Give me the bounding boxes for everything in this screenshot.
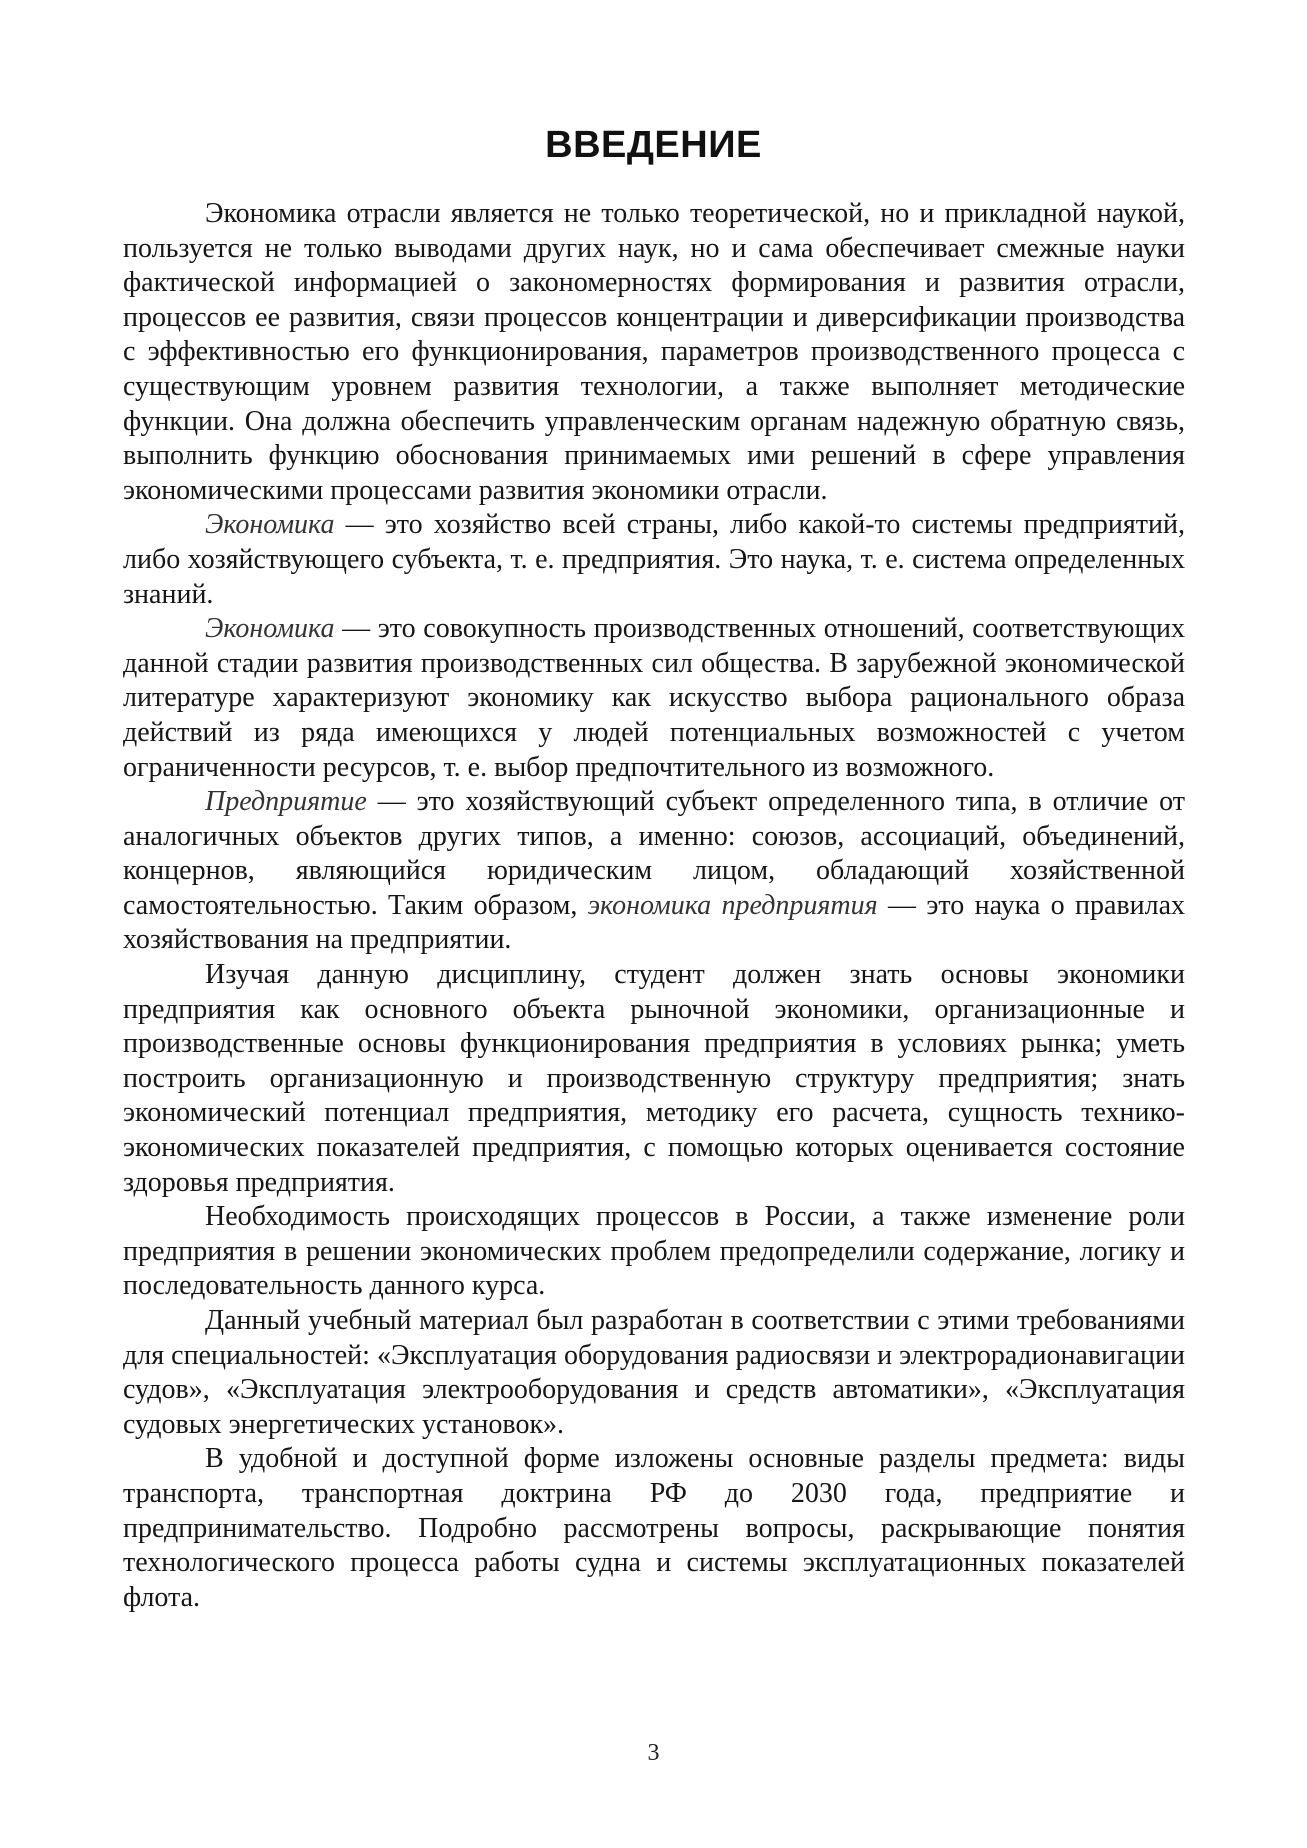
paragraph-1: Экономика отрасли является не только теоретической, но и прикладной наукой, пользуется не только выводами других наук, но и сама обеспечивает смежные науки фактической информацией о закономерностях формирования и развития отрасли, процессов ее развития, связи процессов концентрации и диверсификации производства с эффективностью его функционирования, параметров производственного процесса с существующим уровнем развития технологии, а также выполняет методические функции. Она должна обеспечить управленческим органам надежную обратную связь, выполнить функцию обоснования принимаемых ими решений в сфере управления экономическими процессами развития экономики отрасли. [123,198,1185,506]
term-ekonomika-2: Экономика [205,613,335,645]
term-predpriyatie: Предприятие [205,786,367,818]
paragraph-4-text-b: — это наука о правилах хозяйствования на предприятии. [123,889,1185,956]
term-ekonomika-predpriyatiya: экономика предприятия [587,889,878,921]
paragraph-3 [123,612,1185,785]
term-ekonomika: Экономика [205,509,335,541]
page-title: ВВЕДЕНИЕ [545,124,762,166]
paragraph-7: Данный учебный материал был разработан в соответствии с этими требованиями для специальностей: «Эксплуатация оборудования радиосвязи и электрорадионавигации судов», «Эксплуатация электрооборудования и средств автоматики», «Эксплуатация судовых энергетических установок». [123,1305,1185,1440]
body-text [123,197,1185,1615]
paragraph-4-text-a: — это хозяйствующий субъект определенного типа, в отличие от аналогичных объектов других типов, а именно: союзов, ассоциаций, объединений, концернов, являющийся юридическим лицом, обладающий хозяйственной самостоятельностью. Таким образом, [123,786,1185,921]
page-number: 3 [647,1740,660,1766]
paragraph-3-text: — это совокупность производственных отношений, соответствующих данной стадии развития производственных сил общества. В зарубежной экономической литературе характеризуют экономику как искусство выбора рационального образа действий из ряда имеющихся у людей потенциальных возможностей с учетом ограниченности ресурсов, т. е. выбор предпочтительного из возможного. [123,613,1185,783]
paragraph-5: Изучая данную дисциплину, студент должен знать основы экономики предприятия как основного объекта рыночной экономики, организационные и производственные основы функционирования предприятия в условиях рынка; уметь построить организационную и производственную структуру предприятия; знать экономический потенциал предприятия, методику его расчета, сущность технико-экономических показателей предприятия, с помощью которых оценивается состояние здоровья предприятия. [123,959,1185,1198]
paragraph-6: Необходимость происходящих процессов в России, а также изменение роли предприятия в решении экономических проблем предопределили содержание, логику и последовательность данного курса. [123,1201,1185,1302]
paragraph-2 [123,508,1185,612]
paragraph-8: В удобной и доступной форме изложены основные разделы предмета: виды транспорта, транспортная доктрина РФ до 2030 года, предприятие и предпринимательство. Подробно рассмотрены вопросы, раскрывающие понятия технологического процесса работы судна и системы эксплуатационных показателей флота. [123,1443,1185,1613]
paragraph-4 [123,785,1185,958]
paragraph-2-text: — это хозяйство всей страны, либо какой-то системы предприятий, либо хозяйствующего субъекта, т. е. предприятия. Это наука, т. е. система определенных знаний. [123,509,1185,610]
